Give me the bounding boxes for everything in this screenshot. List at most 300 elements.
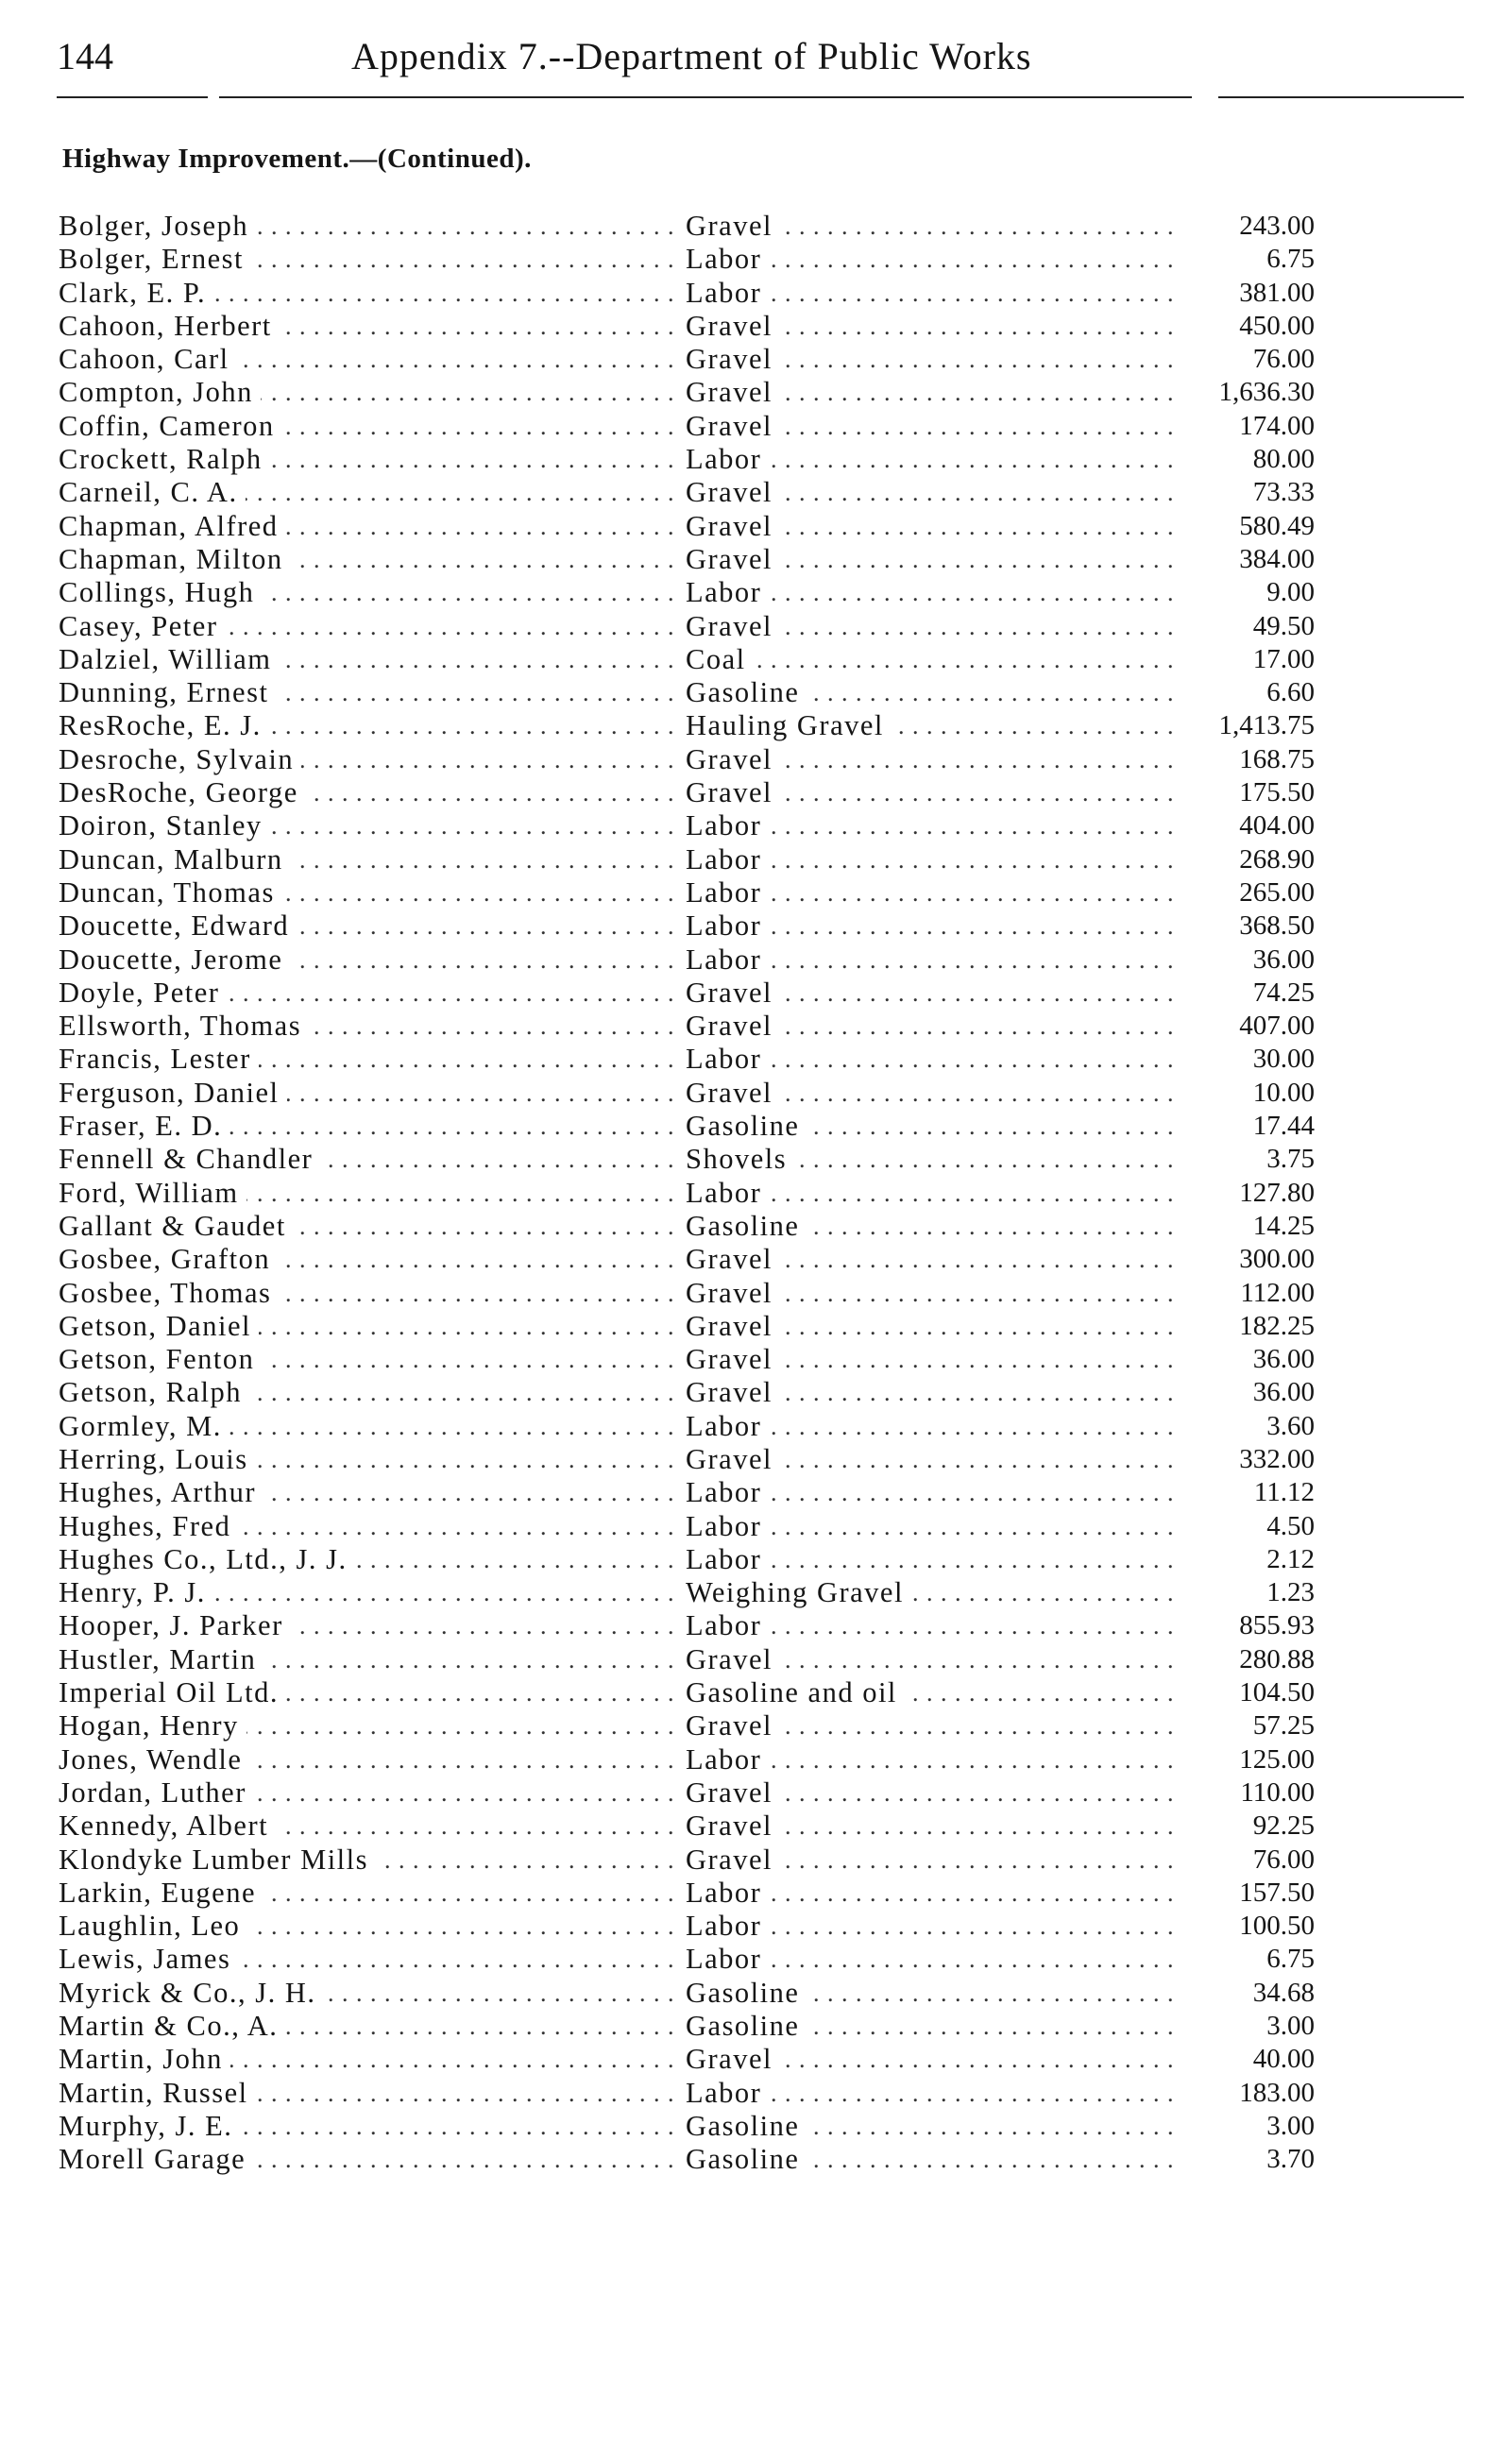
ledger-row (59, 1243, 1315, 1276)
amount: 125.00 (1239, 1743, 1315, 1775)
ledger-row (59, 1476, 1315, 1509)
item-description-cell (686, 1543, 1177, 1576)
amount: 1,413.75 (1218, 710, 1315, 741)
item-description-cell (686, 376, 1177, 409)
payee-name: Getson, Daniel (59, 1310, 259, 1342)
ledger-row (59, 876, 1315, 909)
ledger-row (59, 476, 1315, 509)
header-rule-left (57, 96, 208, 98)
item-description: Gasoline (686, 2143, 807, 2175)
payee-name-cell (59, 1277, 674, 1310)
ledger-row (59, 1609, 1315, 1642)
payee-name-cell (59, 376, 674, 409)
ledger-row (59, 843, 1315, 876)
item-description-cell (686, 676, 1177, 709)
amount: 17.44 (1252, 1111, 1315, 1142)
payee-name: Morell Garage (59, 2143, 253, 2175)
payee-name-cell (59, 277, 674, 310)
amount: 450.00 (1239, 310, 1315, 341)
ledger-row (59, 310, 1315, 343)
item-description-cell (686, 1410, 1177, 1443)
section-title: Highway Improvement.—(Continued). (62, 144, 532, 174)
amount: 49.50 (1252, 610, 1315, 641)
item-description-cell (686, 1476, 1177, 1509)
page-number: 144 (57, 35, 113, 77)
payee-name-cell (59, 1943, 674, 1976)
item-description: Labor (686, 443, 769, 475)
ledger-row (59, 2010, 1315, 2043)
ledger-row (59, 1143, 1315, 1176)
payee-name-cell (59, 1210, 674, 1243)
item-description-cell (686, 1110, 1177, 1143)
amount: 300.00 (1239, 1244, 1315, 1275)
payee-name-cell (59, 1743, 674, 1776)
item-description: Gravel (686, 410, 780, 442)
payee-name-cell (59, 843, 674, 876)
item-description-cell (686, 1977, 1177, 2010)
payee-name: Doucette, Jerome (59, 943, 290, 976)
payee-name: Cahoon, Carl (59, 343, 237, 375)
payee-name: Jones, Wendle (59, 1743, 249, 1776)
amount: 580.49 (1239, 510, 1315, 541)
amount: 182.25 (1239, 1310, 1315, 1341)
ledger-row (59, 1810, 1315, 1843)
payee-name-cell (59, 1476, 674, 1509)
payee-name: Casey, Peter (59, 610, 225, 642)
amount: 80.00 (1252, 444, 1315, 475)
payee-name-cell (59, 1310, 674, 1343)
item-description-cell (686, 776, 1177, 809)
payee-name: Dalziel, William (59, 643, 279, 675)
ledger-row (59, 643, 1315, 676)
item-description-cell (686, 977, 1177, 1010)
item-description-cell (686, 610, 1177, 643)
payee-name-cell (59, 676, 674, 709)
item-description-cell (686, 2043, 1177, 2076)
item-description-cell (686, 1010, 1177, 1043)
item-description-cell (686, 210, 1177, 243)
item-description-cell (686, 576, 1177, 609)
item-description: Hauling Gravel (686, 709, 892, 741)
amount: 57.25 (1252, 1710, 1315, 1742)
item-description: Labor (686, 876, 769, 909)
amount: 17.00 (1252, 643, 1315, 674)
payee-name-cell (59, 1810, 674, 1843)
item-description: Gravel (686, 1844, 780, 1876)
ledger-row (59, 1877, 1315, 1910)
payee-name-cell (59, 776, 674, 809)
payee-name: Doucette, Edward (59, 909, 297, 942)
item-description: Gasoline (686, 1977, 807, 2009)
payee-name: Coffin, Cameron (59, 410, 282, 442)
item-description-cell (686, 1310, 1177, 1343)
item-description: Shovels (686, 1143, 794, 1175)
item-description: Gravel (686, 1643, 780, 1675)
item-description: Gravel (686, 1010, 780, 1042)
item-description-cell (686, 1709, 1177, 1742)
payee-name: Gosbee, Grafton (59, 1243, 278, 1275)
item-description: Gravel (686, 2043, 780, 2075)
item-description-cell (686, 876, 1177, 909)
payee-name-cell (59, 1110, 674, 1143)
payee-name: Cahoon, Herbert (59, 310, 280, 342)
payee-name: Ellsworth, Thomas (59, 1010, 309, 1042)
ledger-row (59, 610, 1315, 643)
item-description: Labor (686, 1877, 769, 1909)
item-description: Gasoline and oil (686, 1676, 905, 1708)
ledger-row (59, 410, 1315, 443)
payee-name: Hooper, J. Parker (59, 1609, 291, 1641)
amount: 168.75 (1239, 743, 1315, 774)
amount: 104.50 (1239, 1677, 1315, 1708)
amount: 14.25 (1252, 1210, 1315, 1241)
amount: 3.75 (1266, 1144, 1315, 1175)
ledger-row (59, 576, 1315, 609)
item-description: Labor (686, 1177, 769, 1209)
amount: 74.25 (1252, 977, 1315, 1008)
amount: 3.60 (1266, 1410, 1315, 1441)
item-description: Gravel (686, 977, 780, 1009)
item-description: Labor (686, 1743, 769, 1776)
amount: 404.00 (1239, 810, 1315, 841)
payee-name: Duncan, Malburn (59, 843, 291, 875)
amount: 6.60 (1266, 677, 1315, 708)
ledger-row (59, 809, 1315, 842)
item-description-cell (686, 809, 1177, 842)
item-description: Gasoline (686, 2010, 807, 2042)
item-description: Labor (686, 809, 769, 841)
payee-name-cell (59, 643, 674, 676)
amount: 855.93 (1239, 1610, 1315, 1641)
item-description: Gasoline (686, 676, 807, 708)
item-description-cell (686, 1243, 1177, 1276)
item-description: Gravel (686, 343, 780, 375)
payee-name-cell (59, 876, 674, 909)
ledger-row (59, 1910, 1315, 1943)
payee-name: Doyle, Peter (59, 977, 227, 1009)
item-description: Labor (686, 943, 769, 976)
payee-name: Crockett, Ralph (59, 443, 270, 475)
amount: 92.25 (1252, 1810, 1315, 1842)
item-description-cell (686, 643, 1177, 676)
payee-name-cell (59, 2043, 674, 2076)
ledger-row (59, 210, 1315, 243)
amount: 1.23 (1266, 1577, 1315, 1608)
item-description: Gravel (686, 310, 780, 342)
payee-name: Bolger, Joseph (59, 210, 256, 242)
amount: 384.00 (1239, 543, 1315, 574)
payee-name: Martin & Co., A. (59, 2010, 285, 2042)
item-description: Gravel (686, 1776, 780, 1809)
payee-name: Imperial Oil Ltd. (59, 1676, 286, 1708)
amount: 4.50 (1266, 1510, 1315, 1541)
item-description: Gravel (686, 1277, 780, 1309)
payee-name-cell (59, 1776, 674, 1810)
item-description-cell (686, 743, 1177, 776)
item-description-cell (686, 2077, 1177, 2110)
payee-name: Jordan, Luther (59, 1776, 254, 1809)
amount: 175.50 (1239, 777, 1315, 808)
amount: 127.80 (1239, 1177, 1315, 1208)
ledger-row (59, 1776, 1315, 1810)
ledger-row (59, 1077, 1315, 1110)
payee-name-cell (59, 1543, 674, 1576)
item-description: Labor (686, 1043, 769, 1075)
item-description-cell (686, 1676, 1177, 1709)
item-description-cell (686, 1844, 1177, 1877)
item-description: Gravel (686, 776, 780, 808)
item-description: Labor (686, 243, 769, 275)
item-description-cell (686, 1643, 1177, 1676)
payee-name: Dunning, Ernest (59, 676, 276, 708)
ledger-row (59, 1709, 1315, 1742)
payee-name-cell (59, 610, 674, 643)
amount: 268.90 (1239, 843, 1315, 875)
amount: 174.00 (1239, 410, 1315, 441)
payee-name: Gallant & Gaudet (59, 1210, 294, 1242)
item-description-cell (686, 1043, 1177, 1076)
ledger-row (59, 776, 1315, 809)
payee-name: Getson, Ralph (59, 1376, 249, 1408)
item-description-cell (686, 909, 1177, 943)
amount: 3.00 (1266, 2011, 1315, 2042)
amount: 1,636.30 (1218, 377, 1315, 408)
payee-name-cell (59, 576, 674, 609)
payee-name-cell (59, 1010, 674, 1043)
item-description-cell (686, 1576, 1177, 1609)
amount: 76.00 (1252, 1844, 1315, 1875)
payee-name: Clark, E. P. (59, 277, 213, 309)
item-description-cell (686, 1743, 1177, 1776)
payee-name-cell (59, 243, 674, 276)
amount: 243.00 (1239, 211, 1315, 241)
header-rule-right (1218, 96, 1464, 98)
item-description: Labor (686, 1910, 769, 1942)
payee-name-cell (59, 1376, 674, 1409)
payee-name: Chapman, Alfred (59, 510, 286, 542)
ledger-row (59, 243, 1315, 276)
item-description: Gravel (686, 610, 780, 642)
item-description: Weighing Gravel (686, 1576, 911, 1608)
item-description: Gasoline (686, 2110, 807, 2142)
item-description-cell (686, 1376, 1177, 1409)
amount: 73.33 (1252, 477, 1315, 508)
item-description-cell (686, 1210, 1177, 1243)
item-description: Labor (686, 1410, 769, 1442)
item-description-cell (686, 343, 1177, 376)
payee-name-cell (59, 1676, 674, 1709)
item-description: Gravel (686, 1077, 780, 1109)
amount: 332.00 (1239, 1443, 1315, 1474)
payee-name-cell (59, 1077, 674, 1110)
payee-name: Carneil, C. A. (59, 476, 246, 508)
item-description: Gravel (686, 1443, 780, 1475)
ledger-row (59, 1210, 1315, 1243)
payee-name: Hogan, Henry (59, 1709, 246, 1742)
payee-name-cell (59, 310, 674, 343)
ledger-row (59, 943, 1315, 977)
ledger-row (59, 1943, 1315, 1976)
item-description-cell (686, 1177, 1177, 1210)
ledger-row (59, 1743, 1315, 1776)
ledger-row (59, 676, 1315, 709)
ledger-row (59, 1443, 1315, 1476)
item-description: Gravel (686, 510, 780, 542)
payee-name: Hughes, Arthur (59, 1476, 263, 1508)
item-description: Gravel (686, 1310, 780, 1342)
ledger-row (59, 1343, 1315, 1376)
amount: 110.00 (1240, 1776, 1315, 1808)
amount: 76.00 (1252, 344, 1315, 375)
amount: 112.00 (1240, 1277, 1315, 1308)
ledger-row (59, 510, 1315, 543)
item-description-cell (686, 1776, 1177, 1810)
payee-name: Lewis, James (59, 1943, 238, 1975)
amount: 11.12 (1253, 1477, 1315, 1508)
payee-name-cell (59, 210, 674, 243)
payee-name-cell (59, 1609, 674, 1642)
payee-name-cell (59, 1343, 674, 1376)
page-heading: Appendix 7.--Department of Public Works (351, 35, 1032, 77)
payee-name-cell (59, 443, 674, 476)
payee-name: Klondyke Lumber Mills (59, 1844, 376, 1876)
item-description: Gravel (686, 743, 780, 775)
payee-name-cell (59, 510, 674, 543)
ledger-row (59, 743, 1315, 776)
payee-name: Fennell & Chandler (59, 1143, 320, 1175)
item-description-cell (686, 1277, 1177, 1310)
item-description-cell (686, 410, 1177, 443)
payee-name-cell (59, 1510, 674, 1543)
item-description-cell (686, 310, 1177, 343)
payee-name-cell (59, 2010, 674, 2043)
ledger-row (59, 2043, 1315, 2076)
ledger-row (59, 1376, 1315, 1409)
payee-name-cell (59, 1709, 674, 1742)
amount: 9.00 (1266, 577, 1315, 608)
payee-name-cell (59, 2143, 674, 2176)
amount: 3.00 (1266, 2110, 1315, 2141)
amount: 30.00 (1252, 1044, 1315, 1075)
item-description-cell (686, 1810, 1177, 1843)
ledger-row (59, 1676, 1315, 1709)
payee-name-cell (59, 809, 674, 842)
ledger-row (59, 1010, 1315, 1043)
item-description: Gravel (686, 543, 780, 575)
item-description: Labor (686, 277, 769, 309)
ledger-row (59, 277, 1315, 310)
payee-name: Doiron, Stanley (59, 809, 270, 841)
item-description-cell (686, 1343, 1177, 1376)
ledger-row (59, 1543, 1315, 1576)
payee-name: ResRoche, E. J. (59, 709, 269, 741)
payee-name-cell (59, 476, 674, 509)
ledger-row (59, 1510, 1315, 1543)
payee-name: Bolger, Ernest (59, 243, 251, 275)
item-description: Labor (686, 843, 769, 875)
item-description-cell (686, 843, 1177, 876)
amount: 100.50 (1239, 1911, 1315, 1942)
amount: 183.00 (1239, 2077, 1315, 2108)
payee-name: Gosbee, Thomas (59, 1277, 279, 1309)
payee-name: Larkin, Eugene (59, 1877, 263, 1909)
item-description: Gravel (686, 1343, 780, 1375)
payee-name-cell (59, 1877, 674, 1910)
ledger-row (59, 1043, 1315, 1076)
amount: 157.50 (1239, 1877, 1315, 1908)
item-description-cell (686, 1510, 1177, 1543)
ledger-row (59, 1844, 1315, 1877)
item-description-cell (686, 476, 1177, 509)
item-description-cell (686, 1943, 1177, 1976)
payee-name: Ford, William (59, 1177, 246, 1209)
payee-name: Compton, John (59, 376, 261, 408)
payee-name-cell (59, 1443, 674, 1476)
item-description-cell (686, 543, 1177, 576)
payee-name-cell (59, 943, 674, 977)
payee-name: Murphy, J. E. (59, 2110, 240, 2142)
amount: 280.88 (1239, 1643, 1315, 1674)
payee-name: Getson, Fenton (59, 1343, 262, 1375)
payee-name: Francis, Lester (59, 1043, 259, 1075)
payee-name-cell (59, 410, 674, 443)
ledger-row (59, 1177, 1315, 1210)
item-description-cell (686, 277, 1177, 310)
item-description: Gravel (686, 210, 780, 242)
item-description-cell (686, 510, 1177, 543)
item-description: Labor (686, 1510, 769, 1542)
payee-name: Ferguson, Daniel (59, 1077, 287, 1109)
amount: 368.50 (1239, 910, 1315, 942)
ledger-row (59, 2143, 1315, 2176)
ledger-row (59, 977, 1315, 1010)
payee-name-cell (59, 1143, 674, 1176)
payee-name: Hughes Co., Ltd., J. J. (59, 1543, 355, 1575)
payee-name-cell (59, 909, 674, 943)
payee-name: Collings, Hugh (59, 576, 262, 608)
payee-name: Myrick & Co., J. H. (59, 1977, 324, 2009)
item-description: Gasoline (686, 1210, 807, 1242)
amount: 6.75 (1266, 1944, 1315, 1975)
payee-name: Kennedy, Albert (59, 1810, 276, 1842)
ledger-row (59, 376, 1315, 409)
amount: 2.12 (1266, 1543, 1315, 1574)
payee-name-cell (59, 1043, 674, 1076)
payee-name: Desroche, Sylvain (59, 743, 301, 775)
amount: 34.68 (1252, 1977, 1315, 2008)
ledger-table (59, 210, 1315, 2177)
payee-name-cell (59, 543, 674, 576)
amount: 36.00 (1252, 1344, 1315, 1375)
item-description: Labor (686, 1543, 769, 1575)
payee-name: DesRoche, George (59, 776, 306, 808)
item-description: Gasoline (686, 1110, 807, 1142)
payee-name: Martin, John (59, 2043, 230, 2075)
item-description-cell (686, 243, 1177, 276)
payee-name: Martin, Russel (59, 2077, 256, 2109)
payee-name: Chapman, Milton (59, 543, 291, 575)
ledger-row (59, 1576, 1315, 1609)
header-rule-main (219, 96, 1192, 98)
item-description-cell (686, 1609, 1177, 1642)
item-description: Gravel (686, 1709, 780, 1742)
payee-name: Duncan, Thomas (59, 876, 282, 909)
item-description: Labor (686, 909, 769, 942)
payee-name: Henry, P. J. (59, 1576, 213, 1608)
payee-name: Laughlin, Leo (59, 1910, 247, 1942)
item-description-cell (686, 2010, 1177, 2043)
payee-name-cell (59, 1977, 674, 2010)
